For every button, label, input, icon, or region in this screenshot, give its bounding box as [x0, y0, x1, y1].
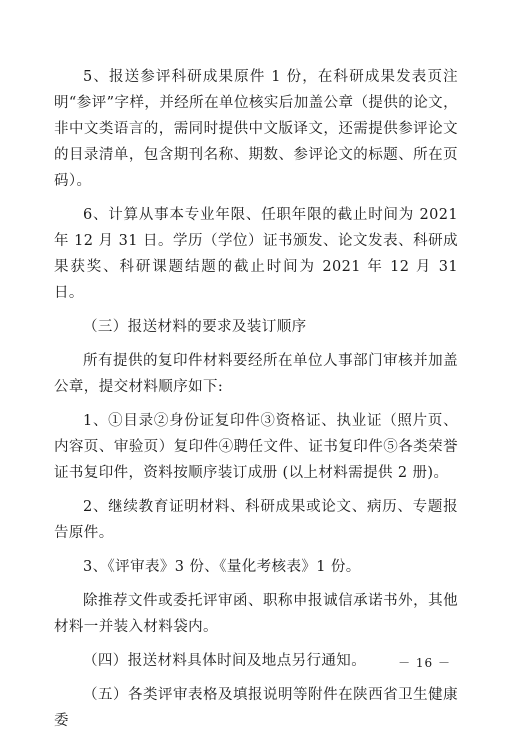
paragraph-materials-intro: 所有提供的复印件材料要经所在单位人事部门审核并加盖公章，提交材料顺序如下:: [54, 353, 458, 395]
document-body: [54, 64, 458, 734]
paragraph-item-5: 5、报送参评科研成果原件 1 份，在科研成果发表页注明“参评”字样，并经所在单位核实后加盖公章（提供的论文，非中文类语言的，需同时提供中文版译文，还需提供参评论文的目录清单，包含期刊名称、期数、参评论文的标题、所在页码）。: [54, 69, 458, 189]
paragraph-other-materials: 除推荐文件或委托评审函、职称申报诚信承诺书外，其他材料一并装入材料袋内。: [54, 593, 458, 635]
paragraph-list-item-3: 3、《评审表》3 份、《量化考核表》1 份。: [83, 559, 361, 575]
section-heading-5: （五）各类评审表格及填报说明等附件在陕西省卫生健康委: [54, 687, 458, 729]
section-heading-3: （三）报送材料的要求及装订顺序: [83, 319, 307, 335]
paragraph-list-item-2: 2、继续教育证明材料、科研成果或论文、病历、专题报告原件。: [54, 499, 458, 541]
paragraph-list-item-1: 1、①目录②身份证复印件③资格证、执业证（照片页、内容页、审验页）复印件④聘任文件、证书复印件⑤各类荣誉证书复印件，资料按顺序装订成册 (以上材料需提供 2 册)。: [54, 413, 458, 481]
section-heading-4: （四）报送材料具体时间及地点另行通知。: [83, 653, 367, 669]
page-number: － 16 －: [398, 656, 451, 670]
paragraph-item-6: 6、计算从事本专业年限、任职年限的截止时间为 2021 年 12 月 31 日。学历（学位）证书颁发、论文发表、科研成果获奖、科研课题结题的截止时间为 2021 年 12 月 31 日。: [54, 207, 458, 301]
